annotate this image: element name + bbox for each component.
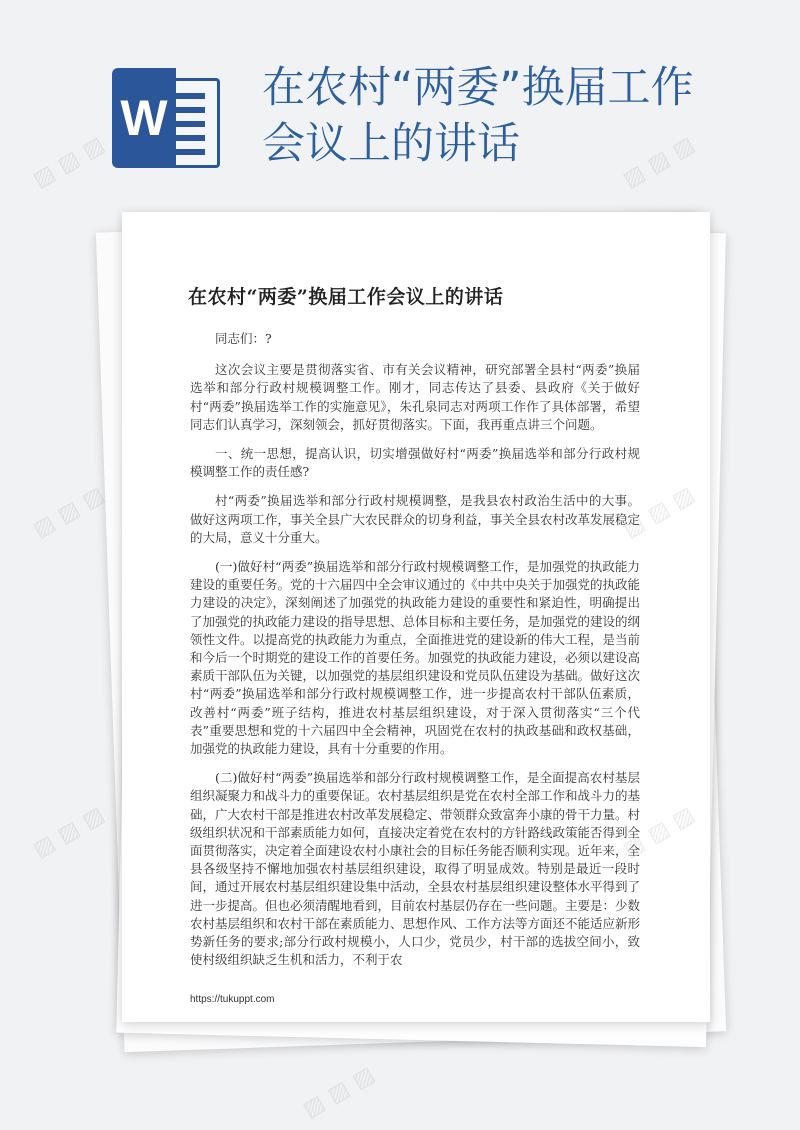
paragraph: 村“两委”换届选举和部分行政村规模调整，是我县农村政治生活中的大事。做好这两项工作，事关全县广大农民群众的切身利益，事关全县农村改革发展稳定的大局，意义十分重大。 [190,493,641,545]
document-body [190,330,640,981]
paragraph: 这次会议主要是贯彻落实省、市有关会议精神，研究部署全县村“两委”换届选举和部分行政村规模调整工作。刚才，同志传达了县委、县政府《关于做好村“两委”换届选举工作的实施意见》，朱孔泉同志对两项工作作了具体部署，希望同志们认真学习，深刻领会，抓好贯彻落实。下面，我再重点讲三个问题。 [190,362,640,432]
document-title: 在农村“两委”换届工作会议上的讲话 [188,286,504,308]
greeting: 同志们：? [215,331,272,346]
cover-header [0,0,800,200]
word-icon-letter: W [112,68,176,168]
word-document-icon [112,68,222,168]
paragraph: (二)做好村“两委”换届选举和部分行政村规模调整工作，是全面提高农村基层组织凝聚力和战斗力的重要保证。农村基层组织是党在农村全部工作和战斗力的基础，广大农村干部是推进农村改革发展稳定、带领群众致富奔小康的骨干力量。村级组织状况和干部素质能力如何，直接决定着党在农村的方针路线政策能否得到全面贯彻落实，决定着全面建设农村小康社会的目标任务能否顺利实现。近年来，全县各级坚持不懈地加强农村基层组织建设，取得了明显成效。特别是最近一段时间，通过开展农村基层组织建设集中活动，全县农村基层组织建设整体水平得到了进一步提高。但也必须清醒地看到，目前农村基层仍存在一些问题。主要是：少数农村基层组织和农村干部在素质能力、思想作风、工作方法等方面还不能适应新形势新任务的要求;部分行政村规模小，人口少，党员少，村干部的选拔空间小，致使村级组织缺乏生机和活力，不利于农 [190,770,641,968]
footer-url: https://tukuppt.com [190,994,275,1005]
section-heading: 一、统一思想，提高认识，切实增强做好村“两委”换届选举和部分行政村规模调整工作的责任感? [190,446,640,480]
paragraph: (一)做好村“两委”换届选举和部分行政村规模调整工作，是加强党的执政能力建设的重要任务。党的十六届四中全会审议通过的《中共中央关于加强党的执政能力建设的决定》，深刻阐述了加强党的执政能力建设的重要性和紧迫性，明确提出了加强党的执政能力建设的指导思想、总体目标和主要任务，是加强党的建设的纲领性文件。以提高党的执政能力为重点，全面推进党的建设新的伟大工程，是当前和今后一个时期党的建设工作的首要任务。加强党的执政能力建设，必须以建设高素质干部队伍为关键，以加强党的基层组织建设和党员队伍建设为基础。做好这次村“两委”换届选举和部分行政村规模调整工作，进一步提高农村干部队伍素质，改善村“两委”班子结构，推进农村基层组织建设，对于深入贯彻落实“三个代表”重要思想和党的十六届四中全会精神，巩固党在农村的执政基础和政权基础，加强党的执政能力建设，具有十分重要的作用。 [190,559,641,757]
cover-title: 在农村“两委”换届工作会议上的讲话 [262,63,694,169]
